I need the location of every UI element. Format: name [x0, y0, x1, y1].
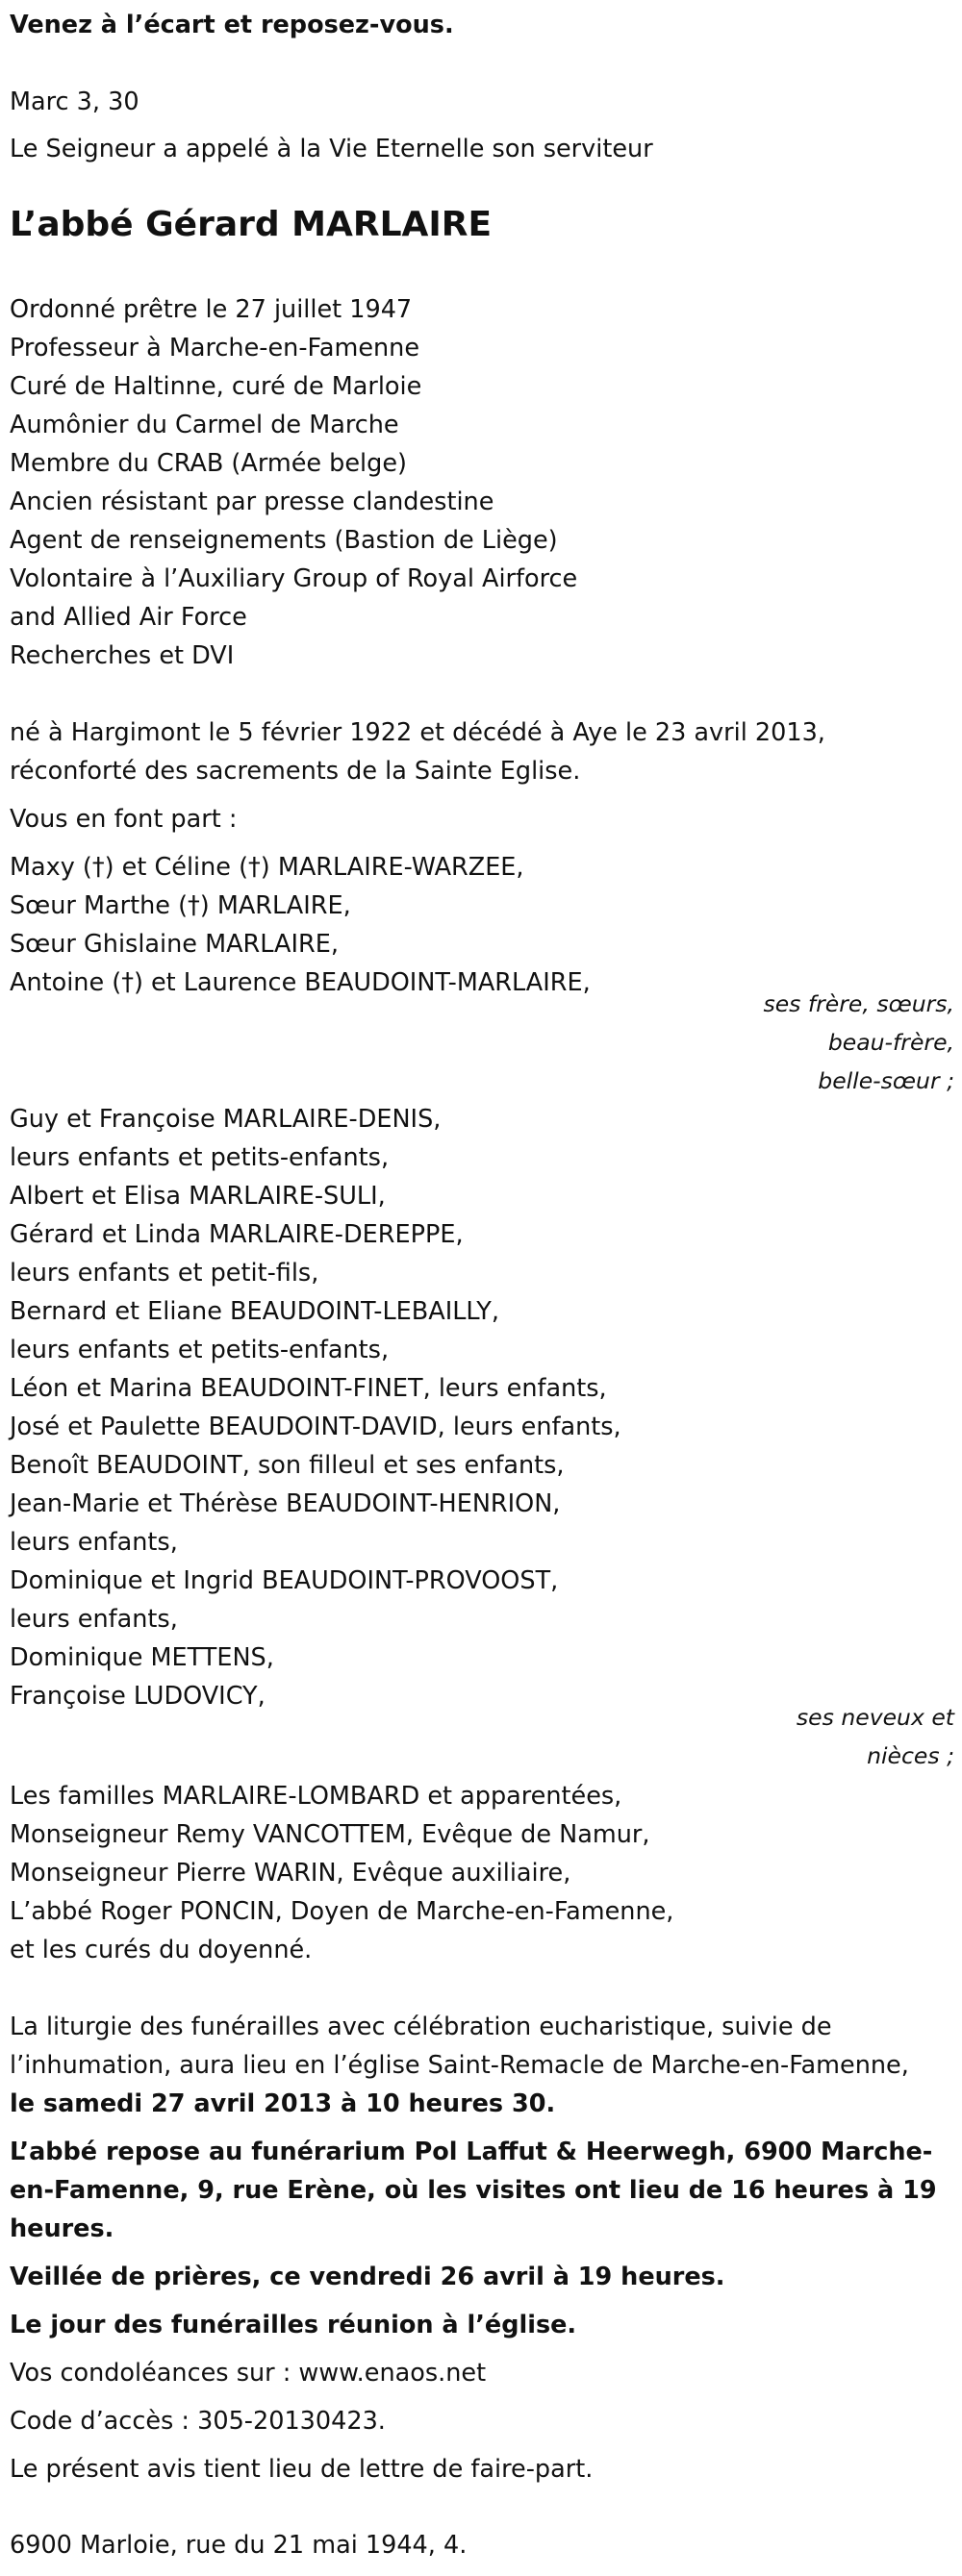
- access-code-line: Code d’accès : 305-20130423.: [10, 2407, 386, 2436]
- notice-line: Le présent avis tient lieu de lettre de faire-part.: [10, 2455, 594, 2484]
- liturgy-line: l’inhumation, aura lieu en l’église Saint-Remacle de Marche-en-Famenne,: [10, 2051, 909, 2080]
- birth-death-line: réconforté des sacrements de la Sainte Eglise.: [10, 757, 581, 786]
- nephew-item: José et Paulette BEAUDOINT-DAVID, leurs enfants,: [10, 1413, 621, 1441]
- siblings-relation: beau-frère,: [827, 1029, 954, 1056]
- heading: Venez à l’écart et reposez-vous.: [10, 11, 454, 39]
- career-item: Membre du CRAB (Armée belge): [10, 449, 407, 478]
- intro-line: Le Seigneur a appelé à la Vie Eternelle son serviteur: [10, 135, 653, 163]
- nephews-relation: nièces ;: [867, 1742, 954, 1769]
- siblings-relation: ses frère, sœurs,: [763, 990, 954, 1017]
- announce-line: Vous en font part :: [10, 805, 238, 834]
- liturgy-line: La liturgie des funérailles avec célébration eucharistique, suivie de: [10, 2013, 832, 2041]
- nephew-item: Gérard et Linda MARLAIRE-DEREPPE,: [10, 1220, 464, 1249]
- other-item: Monseigneur Remy VANCOTTEM, Evêque de Namur,: [10, 1820, 650, 1849]
- funerarium-line: L’abbé repose au funérarium Pol Laffut & Heerwegh, 6900 Marche-: [10, 2138, 933, 2166]
- sibling-item: Sœur Marthe (†) MARLAIRE,: [10, 891, 351, 920]
- nephew-item: leurs enfants et petits-enfants,: [10, 1336, 390, 1364]
- career-item: Aumônier du Carmel de Marche: [10, 411, 399, 439]
- nephew-item: Bernard et Eliane BEAUDOINT-LEBAILLY,: [10, 1297, 499, 1326]
- career-item: Ancien résistant par presse clandestine: [10, 488, 494, 516]
- career-item: and Allied Air Force: [10, 603, 247, 632]
- other-item: Les familles MARLAIRE-LOMBARD et apparentées,: [10, 1782, 622, 1811]
- career-item: Volontaire à l’Auxiliary Group of Royal Airforce: [10, 564, 578, 593]
- nephew-item: Françoise LUDOVICY,: [10, 1682, 266, 1711]
- condolences-line: Vos condoléances sur : www.enaos.net: [10, 2359, 487, 2388]
- career-item: Agent de renseignements (Bastion de Liège): [10, 526, 558, 555]
- career-item: Professeur à Marche-en-Famenne: [10, 334, 420, 363]
- vigil-line: Veillée de prières, ce vendredi 26 avril à 19 heures.: [10, 2263, 725, 2291]
- nephew-item: leurs enfants et petits-enfants,: [10, 1143, 390, 1172]
- nephew-item: Guy et Françoise MARLAIRE-DENIS,: [10, 1105, 442, 1134]
- career-item: Curé de Haltinne, curé de Marloie: [10, 372, 422, 401]
- liturgy-date: le samedi 27 avril 2013 à 10 heures 30.: [10, 2089, 556, 2118]
- nephew-item: leurs enfants,: [10, 1528, 178, 1557]
- other-item: L’abbé Roger PONCIN, Doyen de Marche-en-Famenne,: [10, 1897, 674, 1926]
- other-item: Monseigneur Pierre WARIN, Evêque auxiliaire,: [10, 1859, 571, 1888]
- nephew-item: Dominique METTENS,: [10, 1643, 274, 1672]
- funerarium-line: en-Famenne, 9, rue Erène, où les visites ont lieu de 16 heures à 19: [10, 2176, 937, 2205]
- nephew-item: Jean-Marie et Thérèse BEAUDOINT-HENRION,: [10, 1489, 561, 1518]
- verse-reference: Marc 3, 30: [10, 88, 139, 116]
- meeting-line: Le jour des funérailles réunion à l’église.: [10, 2311, 577, 2339]
- nephew-item: leurs enfants et petit-fils,: [10, 1259, 319, 1288]
- address-line: 6900 Marloie, rue du 21 mai 1944, 4.: [10, 2531, 468, 2560]
- career-item: Ordonné prêtre le 27 juillet 1947: [10, 295, 413, 324]
- siblings-relation: belle-sœur ;: [818, 1067, 954, 1094]
- career-item: Recherches et DVI: [10, 641, 235, 670]
- nephews-relation: ses neveux et: [796, 1704, 954, 1731]
- funerarium-line: heures.: [10, 2214, 114, 2243]
- nephew-item: Albert et Elisa MARLAIRE-SULI,: [10, 1182, 386, 1211]
- nephew-item: Léon et Marina BEAUDOINT-FINET, leurs enfants,: [10, 1374, 607, 1403]
- birth-death-line: né à Hargimont le 5 février 1922 et décédé à Aye le 23 avril 2013,: [10, 718, 825, 747]
- deceased-name: L’abbé Gérard MARLAIRE: [10, 205, 493, 244]
- sibling-item: Antoine (†) et Laurence BEAUDOINT-MARLAIRE,: [10, 968, 591, 997]
- sibling-item: Maxy (†) et Céline (†) MARLAIRE-WARZEE,: [10, 853, 524, 882]
- other-item: et les curés du doyenné.: [10, 1936, 313, 1964]
- nephew-item: leurs enfants,: [10, 1605, 178, 1634]
- nephew-item: Benoît BEAUDOINT, son filleul et ses enfants,: [10, 1451, 565, 1480]
- sibling-item: Sœur Ghislaine MARLAIRE,: [10, 930, 339, 959]
- nephew-item: Dominique et Ingrid BEAUDOINT-PROVOOST,: [10, 1566, 559, 1595]
